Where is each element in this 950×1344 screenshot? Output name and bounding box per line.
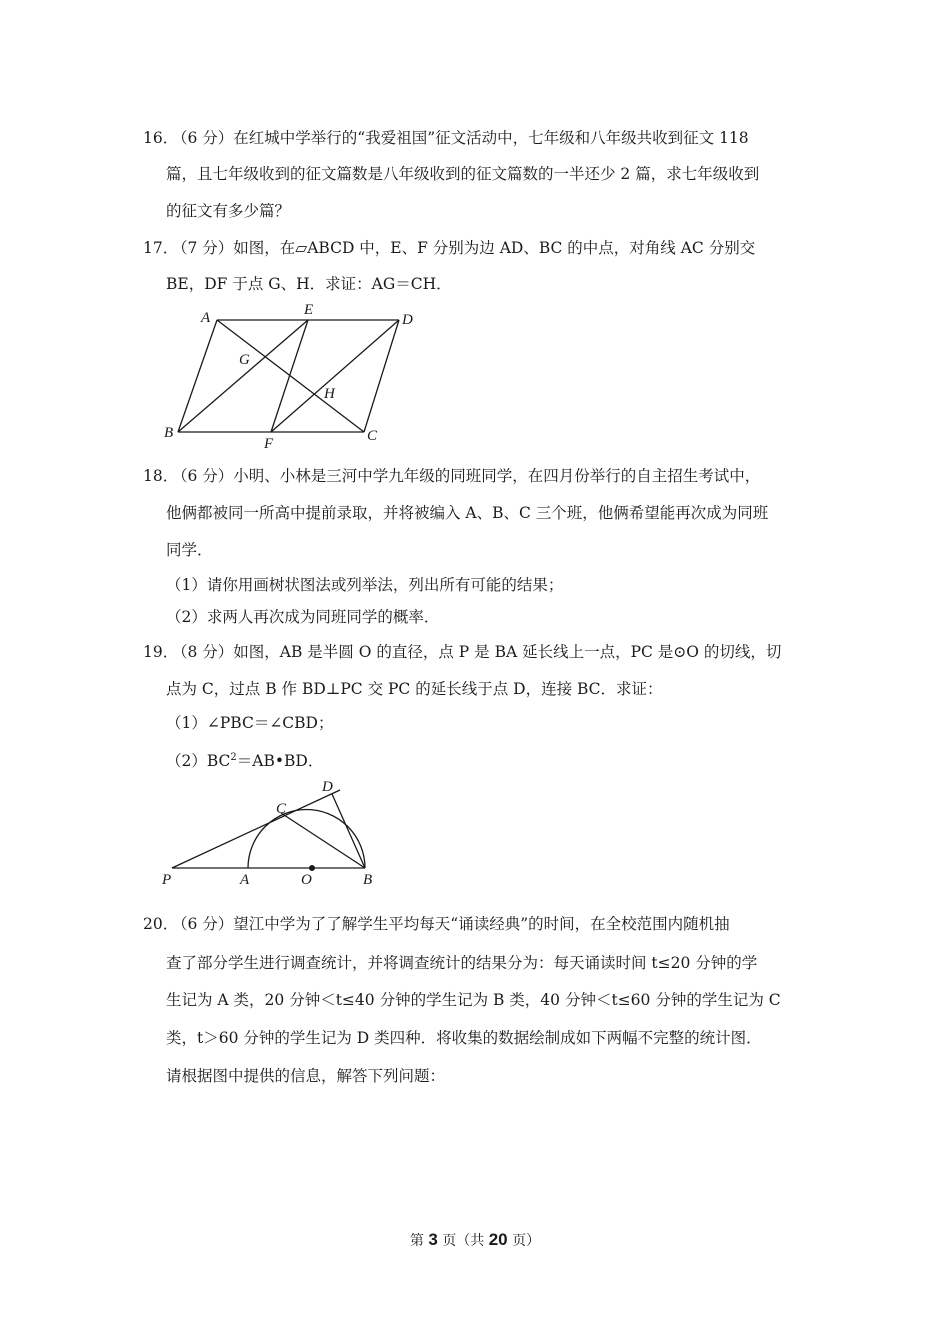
q19-line-1: （8 分）如图，AB 是半圆 O 的直径，点 P 是 BA 延长线上一点，PC 是⊙O 的切线，切 (172, 643, 782, 661)
q18-line-2: 他俩都被同一所高中提前录取，并将被编入 A、B、C 三个班，他俩希望能再次成为同班 (166, 504, 769, 522)
q19-number: 19． (143, 643, 179, 661)
label-e: E (304, 302, 314, 318)
q16-line-1: （6 分）在红城中学举行的“我爱祖国”征文活动中，七年级和八年级共收到征文 118 (172, 129, 749, 147)
q20-number: 20． (143, 915, 179, 933)
q20-line-3: 生记为 A 类，20 分钟＜t≤40 分钟的学生记为 B 类，40 分钟＜t≤60 分钟的学生记为 C (166, 991, 781, 1009)
label-d: D (322, 779, 333, 795)
q16-number: 16． (143, 129, 179, 147)
q16-line-2: 篇，且七年级收到的征文篇数是八年级收到的征文篇数的一半还少 2 篇，求七年级收到 (166, 165, 760, 183)
label-o: O (301, 872, 312, 888)
footer-prefix: 第 (409, 1233, 424, 1249)
q19-sub-2-prefix: （2）BC (166, 752, 231, 771)
footer-middle: 页（共 (442, 1233, 485, 1249)
label-c: C (276, 801, 287, 817)
q19-sub-1: （1）∠PBC＝∠CBD； (166, 714, 334, 732)
q18-sub-2: （2）求两人再次成为同班同学的概率． (166, 608, 440, 626)
q16-line-3: 的征文有多少篇？ (166, 202, 291, 220)
q19-sub-2 (166, 748, 323, 771)
q18-line-3: 同学． (166, 541, 213, 559)
q18-sub-1: （1）请你用画树状图法或列举法，列出所有可能的结果； (166, 576, 564, 594)
tangent-line-pd (172, 790, 340, 868)
label-b: B (363, 872, 373, 888)
label-h: H (324, 386, 335, 402)
q20-line-4: 类，t＞60 分钟的学生记为 D 类四种．将收集的数据绘制成如下两幅不完整的统计图． (166, 1029, 762, 1047)
center-point-o (309, 865, 315, 871)
label-f: F (264, 436, 274, 450)
q20-line-2: 查了部分学生进行调查统计，并将调查统计的结果分为：每天诵读时间 t≤20 分钟的学 (166, 954, 758, 972)
q17-line-1: （7 分）如图，在▱ABCD 中，E、F 分别为边 AD、BC 的中点，对角线 AC 分别交 (172, 239, 756, 257)
q19-line-2: 点为 C，过点 B 作 BD⊥PC 交 PC 的延长线于点 D，连接 BC．求证： (166, 680, 663, 698)
semicircle-figure (158, 774, 388, 890)
label-a: A (201, 310, 211, 326)
q17-line-2: BE，DF 于点 G、H．求证：AG＝CH． (166, 275, 452, 293)
label-b: B (164, 425, 174, 441)
q20-line-5: 请根据图中提供的信息，解答下列问题： (166, 1067, 446, 1085)
segment-dc (364, 320, 399, 432)
q18-number: 18． (143, 467, 179, 485)
label-c: C (367, 428, 378, 444)
q17-number: 17． (143, 239, 179, 257)
footer-total-pages: 20 (488, 1230, 508, 1249)
footer-suffix: 页） (512, 1233, 541, 1249)
label-p: P (162, 872, 172, 888)
q19-sub-2-sup: 2 (230, 752, 237, 763)
semicircle-arc (248, 810, 365, 869)
label-d: D (402, 312, 413, 328)
q19-sub-2-suffix: ＝AB•BD． (236, 752, 324, 771)
page-footer (0, 1230, 950, 1250)
parallelogram-figure (158, 300, 428, 450)
q20-line-1: （6 分）望江中学为了了解学生平均每天“诵读经典”的时间，在全校范围内随机抽 (172, 915, 730, 933)
q18-line-1: （6 分）小明、小林是三河中学九年级的同班同学，在四月份举行的自主招生考试中， (172, 467, 761, 485)
label-a: A (240, 872, 250, 888)
label-g: G (239, 352, 250, 368)
footer-page-number: 3 (428, 1230, 438, 1249)
